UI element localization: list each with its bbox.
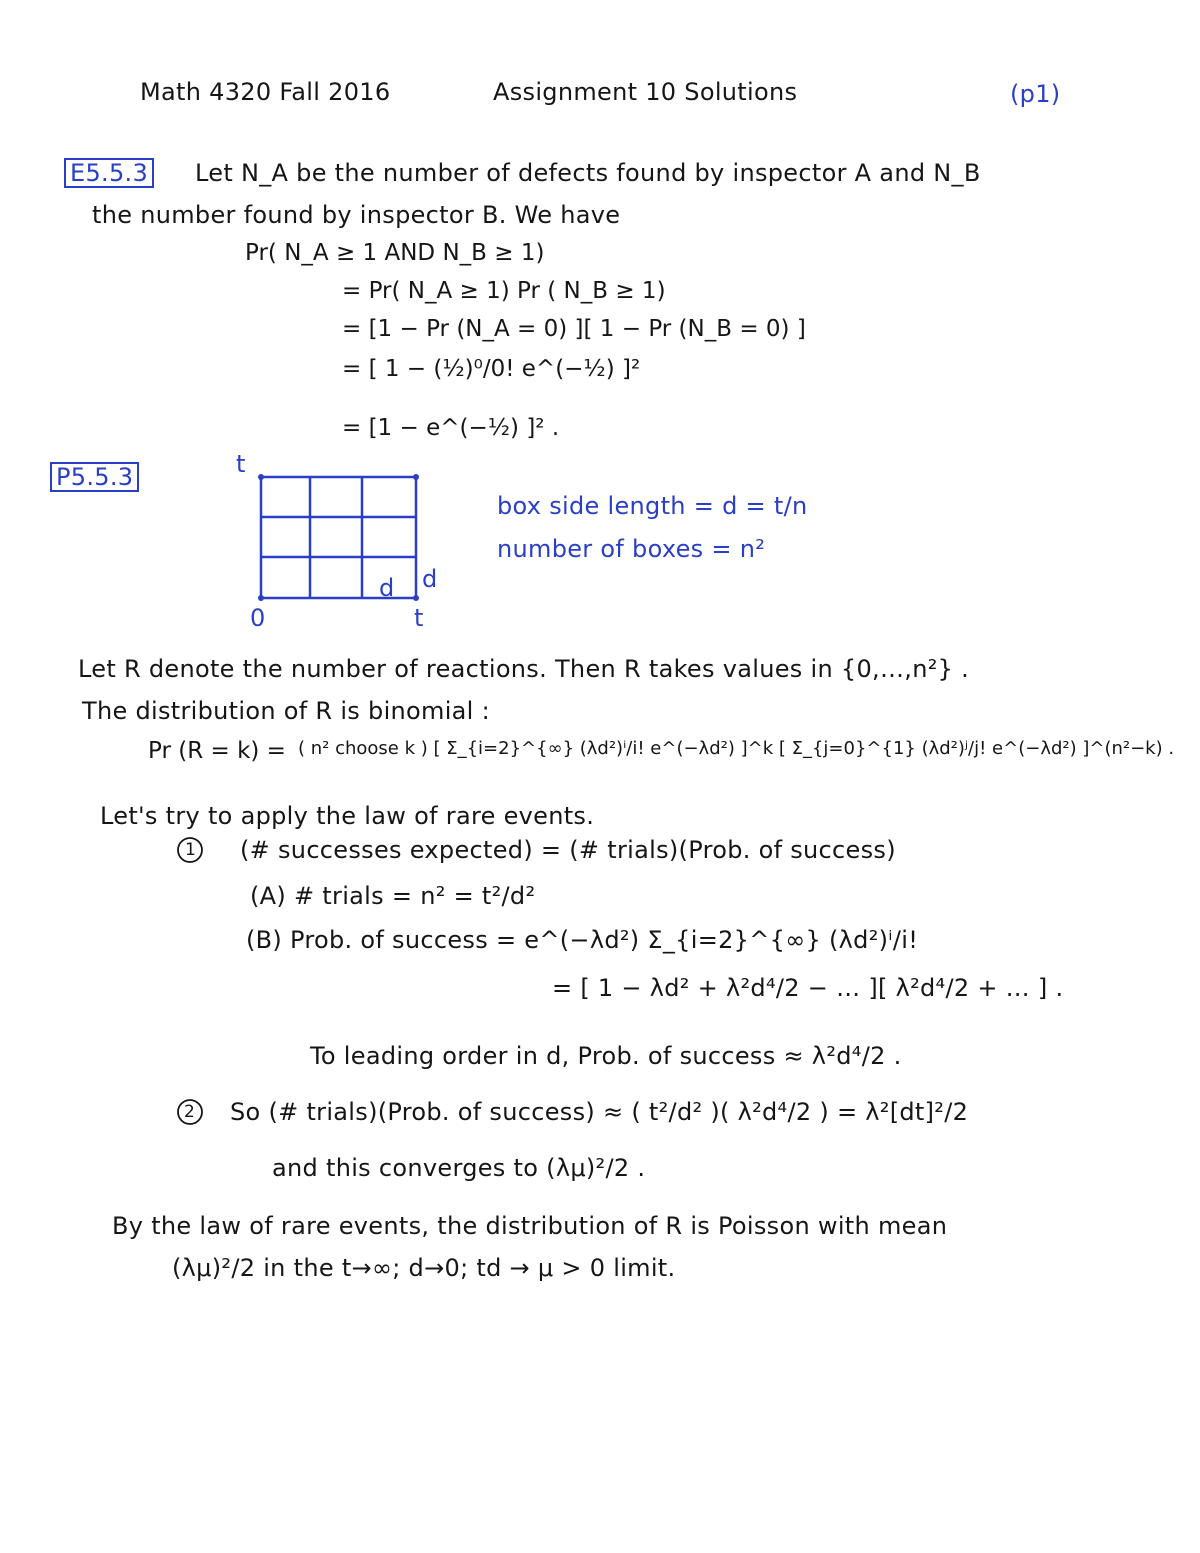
step-1a-trials: (A) # trials = n² = t²/d² — [250, 882, 536, 910]
binomial-rhs: ( n² choose k ) [ Σ_{i=2}^{∞} (λd²)ⁱ/i! e^(−λd²) ]^k [ Σ_{j=0}^{1} (λd²)ʲ/j! e^(−λd²) ]^(n²−k) . — [298, 738, 1175, 759]
e553-equation-line4: = [1 − e^(−½) ]² . — [342, 415, 560, 441]
number-of-boxes: number of boxes = n² — [497, 535, 766, 563]
grid-label-d-side: d — [422, 565, 438, 593]
grid-label-d-inner: d — [379, 574, 395, 602]
law-of-rare-events-intro: Let's try to apply the law of rare events. — [100, 802, 595, 830]
box-side-length: box side length = d = t/n — [497, 492, 808, 520]
e553-equation-line2: = [1 − Pr (N_A = 0) ][ 1 − Pr (N_B = 0) ] — [342, 316, 806, 342]
e553-equation-line1: = Pr( N_A ≥ 1) Pr ( N_B ≥ 1) — [342, 278, 666, 304]
e553-equation-line3: = [ 1 − (½)⁰/0! e^(−½) ]² — [342, 356, 641, 382]
converges-line: and this converges to (λμ)²/2 . — [272, 1154, 646, 1182]
e553-intro-line2: the number found by inspector B. We have — [92, 201, 621, 229]
step-2-statement: So (# trials)(Prob. of success) ≈ ( t²/d² )( λ²d⁴/2 ) = λ²[dt]²/2 — [230, 1098, 969, 1126]
problem-label-e553: E5.5.3 — [64, 158, 154, 188]
grid-label-t-top: t — [236, 450, 246, 478]
problem-label-p553: P5.5.3 — [50, 462, 139, 492]
conclusion-line1: By the law of rare events, the distribution of R is Poisson with mean — [112, 1212, 948, 1240]
grid-label-origin: 0 — [250, 604, 266, 632]
r-definition-line2: The distribution of R is binomial : — [82, 697, 490, 725]
conclusion-line2: (λμ)²/2 in the t→∞; d→0; td → μ > 0 limit. — [172, 1254, 676, 1282]
course-title: Math 4320 Fall 2016 — [140, 78, 391, 106]
step-2-number: 2 — [184, 1102, 195, 1122]
e553-equation-lhs: Pr( N_A ≥ 1 AND N_B ≥ 1) — [245, 240, 545, 266]
step-1-number: 1 — [185, 840, 196, 860]
grid-label-t-right: t — [414, 604, 424, 632]
step-1b-prob-success: (B) Prob. of success = e^(−λd²) Σ_{i=2}^{∞} (λd²)ⁱ/i! — [246, 926, 919, 954]
r-definition-line1: Let R denote the number of reactions. Then R takes values in {0,…,n²} . — [78, 655, 970, 683]
step-1-statement: (# successes expected) = (# trials)(Prob. of success) — [240, 836, 896, 864]
assignment-title: Assignment 10 Solutions — [493, 78, 798, 106]
e553-intro-line1: Let N_A be the number of defects found by inspector A and N_B — [195, 159, 981, 187]
page-number: (p1) — [1010, 80, 1061, 108]
step-1c-expansion: = [ 1 − λd² + λ²d⁴/2 − … ][ λ²d⁴/2 + … ] . — [552, 974, 1064, 1002]
binomial-lhs: Pr (R = k) = — [148, 738, 286, 764]
leading-order: To leading order in d, Prob. of success ≈ λ²d⁴/2 . — [310, 1042, 902, 1070]
